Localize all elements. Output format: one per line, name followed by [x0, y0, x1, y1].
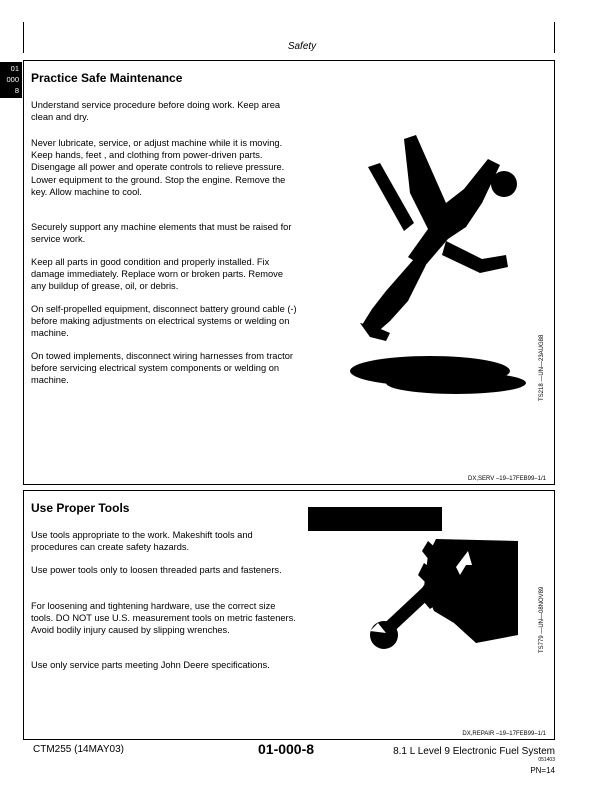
- tab-line-1: 01: [10, 64, 19, 73]
- footer-page-number: 01-000-8: [258, 741, 315, 757]
- section1-reference-code: DX,SERV –19–17FEB99–1/1: [468, 476, 546, 482]
- section-use-proper-tools: [23, 490, 555, 740]
- slipping-person-illustration: [296, 127, 528, 407]
- footer-manual-title: 8.1 L Level 9 Electronic Fuel System: [393, 746, 555, 757]
- section2-paragraph-2: Use power tools only to loosen threaded parts and fasteners.: [31, 565, 282, 575]
- section1-paragraph-5: On self-propelled equipment, disconnect battery ground cable (-) before making adjustments on electrical systems or welding on machine.: [31, 304, 297, 339]
- footer-date-code: 051403: [538, 757, 555, 763]
- footer-document-id: CTM255 (14MAY03): [33, 744, 124, 755]
- section-practice-safe-maintenance: [23, 60, 555, 485]
- section1-paragraph-3: Securely support any machine elements that must be raised for service work.: [31, 222, 292, 245]
- section1-figure-code: TS218 —UN—23AUG88: [539, 334, 545, 401]
- section-tab: [0, 62, 22, 98]
- tab-line-3: 8: [14, 86, 19, 95]
- header-right-rule: [554, 22, 555, 53]
- section2-paragraph-4: Use only service parts meeting John Deere specifications.: [31, 660, 270, 670]
- section1-paragraph-6: On towed implements, disconnect wiring harnesses from tractor before servicing electrical system components or welding on machine.: [31, 351, 293, 386]
- section1-paragraph-4: Keep all parts in good condition and properly installed. Fix damage immediately. Replace worn or broken parts. Remove any buildup of grease, oil, or debris.: [31, 257, 283, 292]
- footer-pn: PN=14: [530, 766, 555, 775]
- section2-reference-code: DX,REPAIR –19–17FEB99–1/1: [462, 731, 546, 737]
- section2-title: Use Proper Tools: [31, 501, 130, 515]
- page-header-title: Safety: [287, 41, 317, 52]
- hand-wrench-illustration: [306, 503, 534, 653]
- section2-figure-code: TS779 —UN—08NOV89: [539, 586, 545, 653]
- section1-title: Practice Safe Maintenance: [31, 71, 183, 85]
- section1-paragraph-2: Never lubricate, service, or adjust machine while it is moving. Keep hands, feet , and clothing from power-driven parts. Disengage all power and operate controls to relieve pressure. Lower equipment to the ground. Stop the engine. Remove the key. Allow machine to cool.: [31, 138, 286, 197]
- section2-paragraph-3: For loosening and tightening hardware, use the correct size tools. DO NOT use U.S. measurement tools on metric fasteners. Avoid bodily injury caused by slipping wrenches.: [31, 601, 296, 636]
- section2-paragraph-1: Use tools appropriate to the work. Makeshift tools and procedures can create safety hazards.: [31, 530, 253, 553]
- header-left-rule: [23, 22, 24, 53]
- section1-paragraph-1: Understand service procedure before doing work. Keep area clean and dry.: [31, 100, 281, 123]
- tab-line-2: 000: [6, 75, 19, 84]
